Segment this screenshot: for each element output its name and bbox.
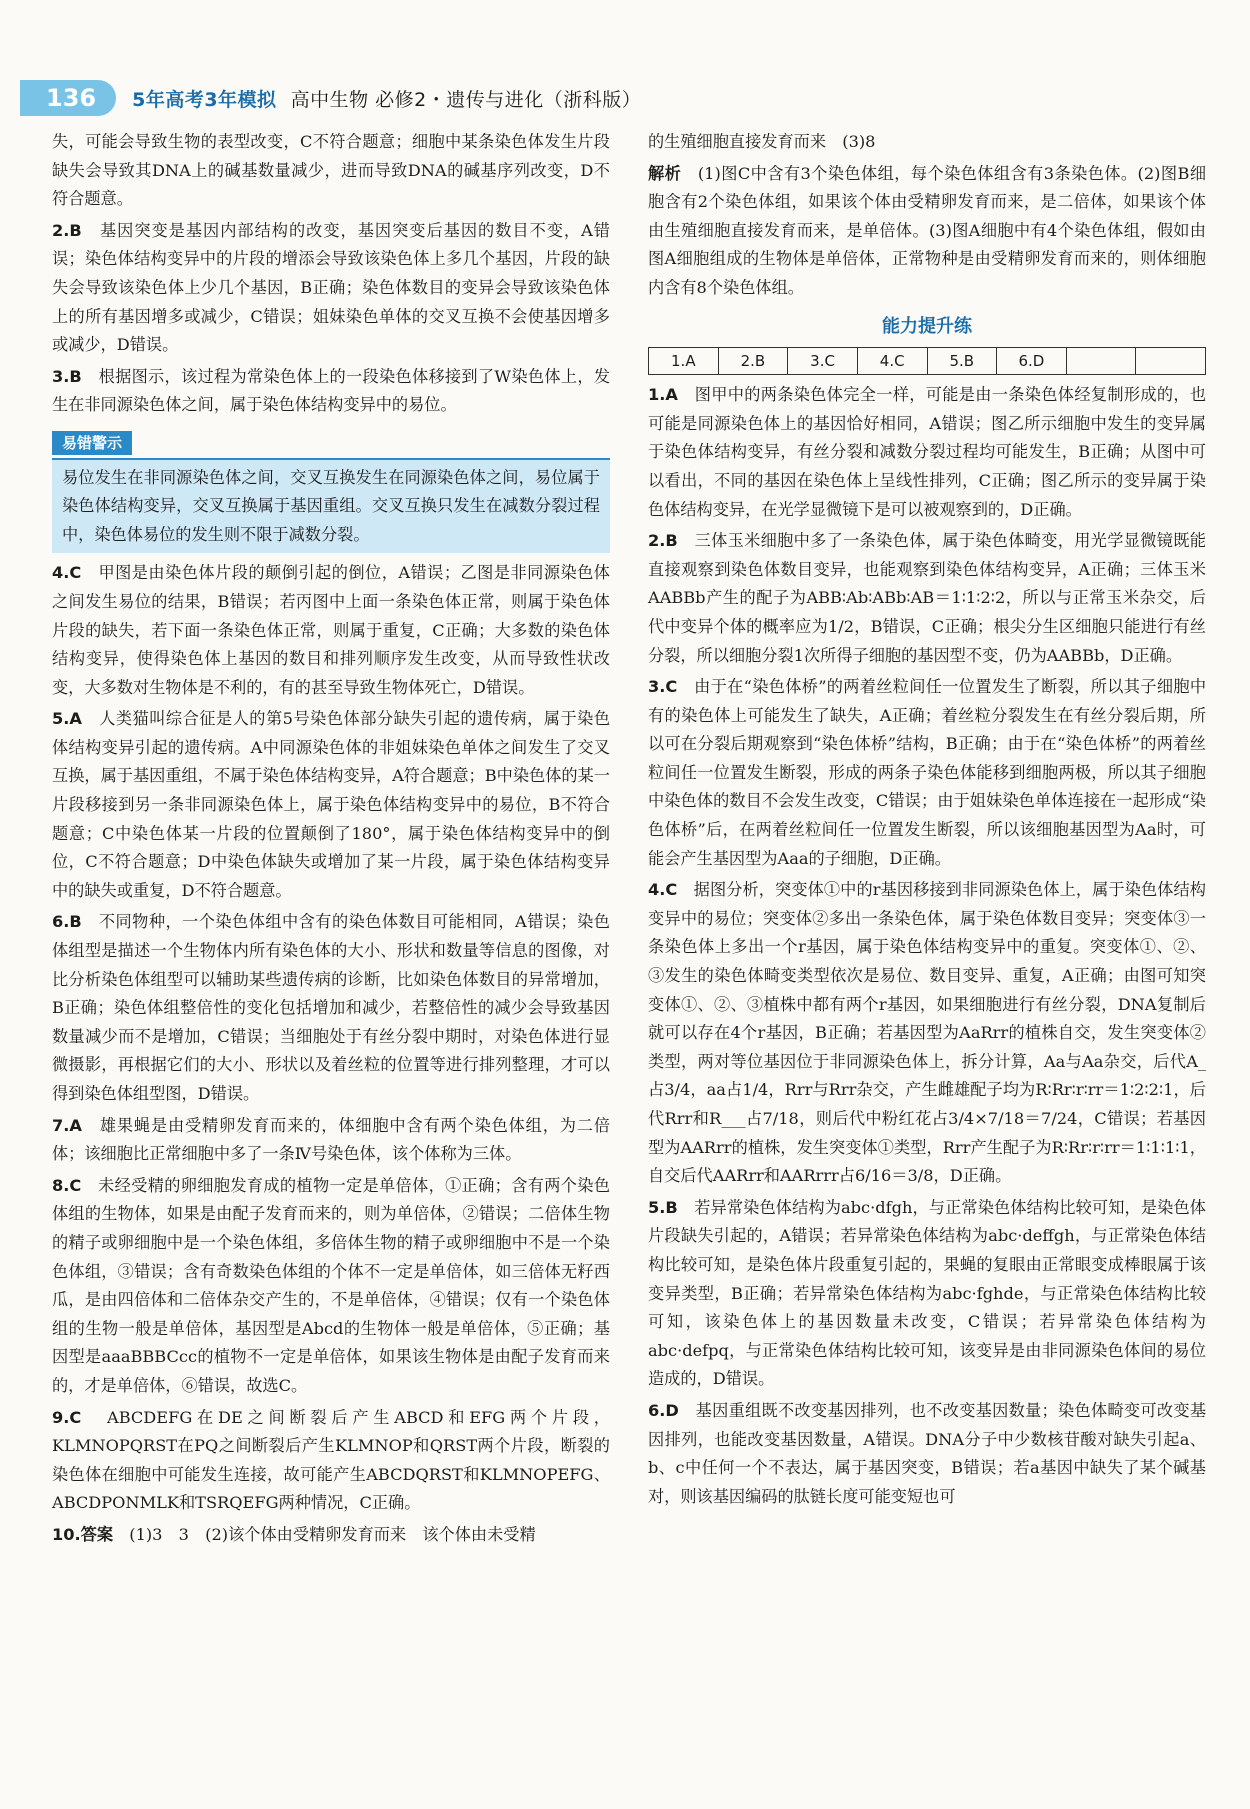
page-header (20, 80, 1220, 116)
answer-4 (52, 559, 610, 702)
analysis-label: 解析 (648, 163, 682, 183)
answer-text: 基因突变是基因内部结构的改变，基因突变后基因的数目不变，A错误；染色体结构变异中的片段的增添会导致该染色体上多几个基因，片段的缺失会导致该染色体上少几个基因，B正确；染色体数目的变异会导致该染色体上的所有基因增多或减少，C错误；姐妹染色单体的交叉互换不会使基因增多或减少，D错误。 (52, 220, 610, 355)
left-column (52, 128, 610, 1553)
answer-2 (52, 217, 610, 360)
analysis-text: (1)图C中含有3个染色体组，每个染色体组含有3条染色体。(2)图B细胞含有2个染色体组，如果该个体由受精卵发育而来，是二倍体，如果该个体由生殖细胞直接发育而来，是单倍体。(3)图A细胞中有4个染色体组，假如由图A细胞组成的生物体是单倍体，正常物种是由受精卵发育而来的，则体细胞内含有8个染色体组。 (648, 163, 1207, 297)
answer-8 (52, 1172, 610, 1401)
analysis (648, 160, 1206, 303)
answer-text: 三体玉米细胞中多了一条染色体，属于染色体畸变，用光学显微镜既能直接观察到染色体数目变异，也能观察到染色体结构变异，A正确；三体玉米AABBb产生的配子为ABB∶Ab∶ABb∶AB＝1∶1∶2∶2，所以与正常玉米杂交，后代中变异个体的概率应为1/2，B错误，C正确；根尖分生区细胞只能进行有丝分裂，所以细胞分裂1次所得子细胞的基因型不变，仍为AABBb，D正确。 (648, 531, 1206, 665)
answer-table (648, 347, 1206, 375)
answer-cell (1136, 348, 1205, 374)
warning-label: 易错警示 (52, 431, 132, 455)
answer-text: 根据图示，该过程为常染色体上的一段染色体移接到了W染色体上，发生在非同源染色体之间，属于染色体结构变异中的易位。 (52, 366, 611, 415)
answer-text: 雄果蝇是由受精卵发育而来的，体细胞中含有两个染色体组，为二倍体；该细胞比正常细胞中多了一条Ⅳ号染色体，该个体称为三体。 (52, 1115, 611, 1164)
answer-r4 (648, 876, 1206, 1191)
answer-cell: 5.B (928, 348, 998, 374)
page-number: 136 (20, 80, 116, 116)
answer-text: 不同物种，一个染色体组中含有的染色体数目可能相同，A错误；染色体组型是描述一个生物体内所有染色体的大小、形状和数量等信息的图像，对比分析染色体组型可以辅助某些遗传病的诊断，比如染色体数目的异常增加，B正确；染色体组整倍性的变化包括增加和减少，若整倍性的减少会导致基因数量减少而不是增加，C错误；当细胞处于有丝分裂中期时，对染色体进行显微摄影，再根据它们的大小、形状以及着丝粒的位置等进行排列整理，才可以得到染色体组型图，D错误。 (52, 912, 610, 1103)
answer-number: 5.A (52, 709, 82, 729)
answer-r1 (648, 381, 1206, 524)
answer-cell: 3.C (788, 348, 858, 374)
answer-number: 3.C (648, 677, 678, 697)
answer-number: 10.答案 (52, 1524, 114, 1544)
continued-text: 失，可能会导致生物的表型改变，C不符合题意；细胞中某条染色体发生片段缺失会导致其DNA上的碱基数量减少，进而导致DNA的碱基序列改变，D不符合题意。 (52, 132, 610, 209)
section-title: 能力提升练 (882, 315, 972, 337)
answer-text: 据图分析，突变体①中的r基因移接到非同源染色体上，属于染色体结构变异中的易位；突变体②多出一条染色体，属于染色体数目变异；突变体③一条染色体上多出一个r基因，属于染色体结构变异中的重复。突变体①、②、③发生的染色体畸变类型依次是易位、数目变异、重复，A正确；由图可知突变体①、②、③植株中都有两个r基因，如果细胞进行有丝分裂，DNA复制后就可以存在4个r基因，B正确；若基因型为AaRrr的植株自交，发生突变体②类型，两对等位基因位于非同源染色体上，拆分计算，Aa与Aa杂交，后代A_占3/4，aa占1/4，Rrr与Rrr杂交，产生雌雄配子均为R∶Rr∶r∶rr＝1∶2∶2∶1，后代Rrr和R___占7/18，则后代中粉红花占3/4×7/18＝7/24，C错误；若基因型为AARrr的植株，发生突变体①类型，Rrr产生配子为R∶Rr∶r∶rr＝1∶1∶1∶1，自交后代AARrr和AARrrr占6/16＝3/8，D正确。 (648, 880, 1206, 1186)
answer-cell: 6.D (997, 348, 1067, 374)
answer-number: 4.C (648, 880, 678, 900)
answer-text: ABCDEFG在DE之间断裂后产生ABCD和EFG两个片段，KLMNOPQRST在PQ之间断裂后产生KLMNOP和QRST两个片段，断裂的染色体在细胞中可能发生连接，故可能产生ABCDQRST和KLMNOPEFG、ABCDPONMLK和TSRQEFG两种情况，C正确。 (52, 1407, 610, 1513)
right-column (648, 128, 1206, 1514)
answer-number: 1.A (648, 385, 678, 405)
book-brand: 5年高考3年模拟 (132, 88, 277, 111)
answer-cell (1067, 348, 1137, 374)
answer-text: 由于在“染色体桥”的两着丝粒间任一位置发生了断裂，所以其子细胞中有的染色体上可能发生了缺失，A正确；着丝粒分裂发生在有丝分裂后期，所以可在分裂后期观察到“染色体桥”结构，B正确；由于在“染色体桥”的两着丝粒间任一位置发生断裂，形成的两条子染色体能移到细胞两极，所以其子细胞中染色体的数目不会发生改变，C错误；由于姐妹染色单体连接在一起形成“染色体桥”后，在两着丝粒间任一位置发生断裂，所以该细胞基因型为Aa时，可能会产生基因型为Aaa的子细胞，D正确。 (648, 677, 1207, 868)
answer-10 (52, 1521, 610, 1550)
answer-number: 6.D (648, 1400, 679, 1420)
answer-cell: 1.A (649, 348, 719, 374)
answer-number: 6.B (52, 912, 82, 932)
answer-number: 4.C (52, 563, 82, 583)
answer-9 (52, 1404, 610, 1518)
answer-7 (52, 1112, 610, 1169)
answer-number: 3.B (52, 366, 82, 386)
book-subject: 高中生物 必修2・遗传与进化（浙科版） (290, 88, 642, 111)
answer-text: 图甲中的两条染色体完全一样，可能是由一条染色体经复制形成的，也可能是同源染色体上的基因恰好相同，A错误；图乙所示细胞中发生的变异属于染色体结构变异，有丝分裂和减数分裂过程均可能发生，B正确；从图中可以看出，不同的基因在染色体上呈线性排列，C正确；图乙所示的变异属于染色体结构变异，在光学显微镜下是可以被观察到的，D正确。 (648, 385, 1207, 519)
answer-r5 (648, 1194, 1206, 1394)
warning-box: 易位发生在非同源染色体之间，交叉互换发生在同源染色体之间，易位属于染色体结构变异，交叉互换属于基因重组。交叉互换只发生在减数分裂过程中，染色体易位的发生则不限于减数分裂。 (52, 458, 610, 554)
answer-cell: 4.C (858, 348, 928, 374)
answer-number: 2.B (648, 531, 678, 551)
answer-number: 9.C (52, 1407, 82, 1427)
answer-number: 7.A (52, 1115, 82, 1135)
answer-5 (52, 705, 610, 905)
answer-r3 (648, 673, 1206, 873)
answer-text: 基因重组既不改变基因排列，也不改变基因数量；染色体畸变可改变基因排列，也能改变基因数量，A错误。DNA分子中少数核苷酸对缺失引起a、b、c中任何一个不表达，属于基因突变，B错误；若a基因中缺失了某个碱基对，则该基因编码的肽链长度可能变短也可 (648, 1400, 1207, 1506)
continued-text: 的生殖细胞直接发育而来 (3)8 (648, 132, 876, 151)
answer-text: 甲图是由染色体片段的颠倒引起的倒位，A错误；乙图是非同源染色体之间发生易位的结果，B错误；若丙图中上面一条染色体正常，则属于染色体片段的缺失，若下面一条染色体正常，则属于重复，C正确；大多数的染色体结构变异，使得染色体上基因的数目和排列顺序发生改变，从而导致性状改变，大多数对生物体是不利的，有的甚至导致生物体死亡，D错误。 (52, 563, 610, 697)
answer-r2 (648, 527, 1206, 670)
answer-number: 2.B (52, 220, 82, 240)
answer-text: (1)3 3 (2)该个体由受精卵发育而来 该个体由未受精 (129, 1524, 536, 1544)
answer-text: 未经受精的卵细胞发育成的植物一定是单倍体，①正确；含有两个染色体组的生物体，如果是由配子发育而来的，则为单倍体，②错误；二倍体生物的精子或卵细胞中是一个染色体组，多倍体生物的精子或卵细胞中不是一个染色体组，③错误；含有奇数染色体组的个体不一定是单倍体，如三倍体无籽西瓜，是由四倍体和二倍体杂交产生的，不是单倍体，④错误；仅有一个染色体组的生物一般是单倍体，基因型是Abcd的生物体一般是单倍体，⑤正确；基因型是aaaBBBCcc的植物不一定是单倍体，如果该生物体是由配子发育而来的，才是单倍体，⑥错误，故选C。 (52, 1175, 611, 1395)
answer-r6 (648, 1397, 1206, 1511)
answer-text: 人类猫叫综合征是人的第5号染色体部分缺失引起的遗传病，属于染色体结构变异引起的遗传病。A中同源染色体的非姐妹染色单体之间发生了交叉互换，属于基因重组，不属于染色体结构变异，A符合题意；B中染色体的某一片段移接到另一条非同源染色体上，属于染色体结构变异中的易位，B不符合题意；C中染色体某一片段的位置颠倒了180°，属于染色体结构变异中的倒位，C不符合题意；D中染色体缺失或增加了某一片段，属于染色体结构变异中的缺失或重复，D不符合题意。 (52, 709, 611, 900)
answer-3 (52, 363, 610, 420)
answer-number: 8.C (52, 1175, 82, 1195)
book-title (132, 85, 641, 112)
answer-text: 若异常染色体结构为abc·dfgh，与正常染色体结构比较可知，是染色体片段缺失引起的，A错误；若异常染色体结构为abc·deffgh，与正常染色体结构比较可知，是染色体片段重复引起的，果蝇的复眼由正常眼变成棒眼属于该变异类型，B正确；若异常染色体结构为abc·fghde，与正常染色体结构比较可知，该染色体上的基因数量未改变，C错误；若异常染色体结构为abc·defpq，与正常染色体结构比较可知，该变异是由非同源染色体间的易位造成的，D错误。 (648, 1197, 1206, 1389)
answer-6 (52, 908, 610, 1108)
answer-cell: 2.B (719, 348, 789, 374)
answer-number: 5.B (648, 1197, 678, 1217)
